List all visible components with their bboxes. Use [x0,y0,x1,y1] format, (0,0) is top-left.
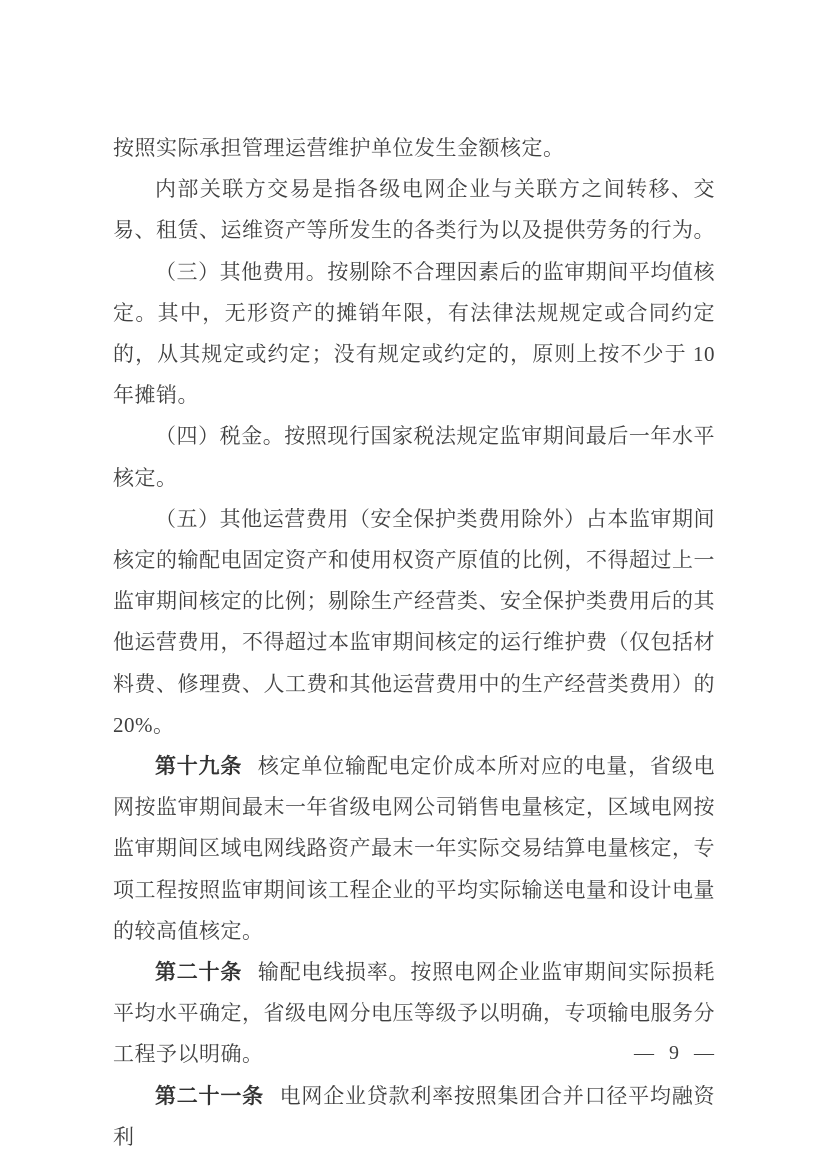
paragraph-related-party [113,169,715,251]
document-body [113,128,715,1158]
article-21-number: 第二十一条 [155,1084,264,1108]
paragraph-text: 按照实际承担管理运营维护单位发生金额核定。 [113,136,565,160]
paragraph-text: （三）其他费用。按剔除不合理因素后的监审期间平均值核定。其中，无形资产的摊销年限，有法律法规规定或合同约定的，从其规定或约定；没有规定或约定的，原则上按不少于 10 年摊销。 [113,259,715,408]
article-19-number: 第十九条 [155,755,243,779]
paragraph-text: （五）其他运营费用（安全保护类费用除外）占本监审期间核定的输配电固定资产和使用权资产原值的比例，不得超过上一监审期间核定的比例；剔除生产经营类、安全保护类费用后的其他运营费用，不得超过本监审期间核定的运行维护费（仅包括材料费、修理费、人工费和其他运营费用中的生产经营类费用）的 20%。 [113,506,715,737]
paragraph-item-5-other-operating-fees [113,499,715,746]
paragraph-text: 输配电线损率。按照电网企业监审期间实际损耗平均水平确定，省级电网分电压等级予以明确，专项输电服务分工程予以明确。 [113,960,715,1067]
page-number: — 9 — [634,1042,715,1064]
paragraph-continuation [113,128,715,169]
paragraph-item-3-other-fees [113,252,715,417]
paragraph-article-20 [113,952,715,1076]
paragraph-text: （四）税金。按照现行国家税法规定监审期间最后一年水平核定。 [113,424,715,490]
paragraph-item-4-taxes [113,416,715,498]
paragraph-article-19 [113,746,715,952]
paragraph-text: 核定单位输配电定价成本所对应的电量，省级电网按监审期间最末一年省级电网公司销售电量核定，区域电网按监审期间区域电网线路资产最末一年实际交易结算电量核定，专项工程按照监审期间该工程企业的平均实际输送电量和设计电量的较高值核定。 [113,754,715,943]
paragraph-article-21 [113,1076,715,1158]
article-20-number: 第二十条 [155,961,243,985]
paragraph-text: 电网企业贷款利率按照集团合并口径平均融资利 [113,1083,715,1149]
paragraph-text: 内部关联方交易是指各级电网企业与关联方之间转移、交易、租赁、运维资产等所发生的各类行为以及提供劳务的行为。 [113,177,715,243]
